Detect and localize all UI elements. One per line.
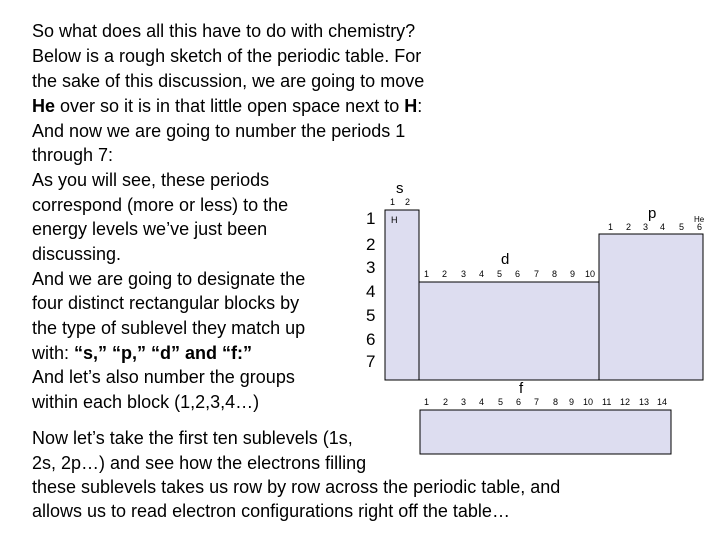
intro-line-16: within each block (1,2,3,4…) [32,392,260,412]
he-element: He [694,215,705,224]
intro-line-14-start: with: [32,343,75,363]
d-block [419,282,599,380]
f-group-12: 12 [620,397,631,407]
intro-line-3: the sake of this discussion, we are going to move [32,71,425,91]
intro-line-13: the type of sublevel they match up [32,318,306,338]
p-group-5: 5 [679,222,685,232]
f-block [420,410,671,454]
intro-line-4-mid: over so it is in that little open space next to [55,96,405,116]
intro-line-1: So what does all this have to do with chemistry? [32,21,416,41]
d-group-4: 4 [479,269,485,279]
f-group-6: 6 [516,397,522,407]
d-group-5: 5 [497,269,503,279]
f-group-10: 10 [583,397,594,407]
period-3: 3 [366,258,376,277]
period-6: 6 [366,330,376,349]
d-group-3: 3 [461,269,467,279]
intro-line-8: correspond (more or less) to the [32,195,289,215]
intro-line-4-end: : [417,96,423,116]
he-bold: He [32,96,56,116]
f-group-5: 5 [498,397,504,407]
outro-line-1: Now let’s take the first ten sublevels (1s, [32,428,353,448]
p-block [599,234,703,380]
outro-line-3: these sublevels takes us row by row across the periodic table, and [32,477,561,497]
f-group-3: 3 [461,397,467,407]
f-group-14: 14 [657,397,668,407]
intro-line-9: energy levels we’ve just been [32,219,268,239]
d-group-2: 2 [442,269,448,279]
d-block-label: d [501,251,510,268]
p-group-4: 4 [660,222,666,232]
s-group-2: 2 [405,197,411,207]
period-7: 7 [366,352,376,371]
f-block-label: f [519,380,524,397]
p-block-label: p [648,205,657,222]
block-names-bold: “s,” “p,” “d” and “f:” [74,343,253,363]
d-group-1: 1 [424,269,430,279]
d-group-7: 7 [534,269,540,279]
d-group-8: 8 [552,269,558,279]
p-group-2: 2 [626,222,632,232]
period-1: 1 [366,209,376,228]
intro-line-7: As you will see, these periods [32,170,270,190]
p-group-3: 3 [643,222,649,232]
intro-line-10: discussing. [32,244,122,264]
outro-line-2: 2s, 2p…) and see how the electrons filling [32,453,367,473]
intro-line-15: And let’s also number the groups [32,367,295,387]
intro-line-2: Below is a rough sketch of the periodic table. For [32,46,422,66]
f-group-2: 2 [443,397,449,407]
p-group-1: 1 [608,222,614,232]
s-group-1: 1 [390,197,396,207]
f-group-8: 8 [553,397,559,407]
d-group-6: 6 [515,269,521,279]
p-group-6: 6 [697,222,703,232]
intro-line-11: And we are going to designate the [32,269,306,289]
s-block [385,210,419,380]
d-group-10: 10 [585,269,596,279]
f-group-7: 7 [534,397,540,407]
intro-line-5: And now we are going to number the periods 1 [32,121,406,141]
period-2: 2 [366,235,376,254]
s-block-label: s [396,180,404,197]
d-group-9: 9 [570,269,576,279]
period-5: 5 [366,306,376,325]
f-group-9: 9 [569,397,575,407]
intro-line-6: through 7: [32,145,114,165]
period-4: 4 [366,282,376,301]
h-bold: H [404,96,418,116]
outro-line-4: allows us to read electron configurations right off the table… [32,501,510,521]
f-group-13: 13 [639,397,650,407]
h-element: H [391,215,398,225]
intro-line-12: four distinct rectangular blocks by [32,293,300,313]
f-group-4: 4 [479,397,485,407]
f-group-1: 1 [424,397,430,407]
f-group-11: 11 [602,397,612,407]
